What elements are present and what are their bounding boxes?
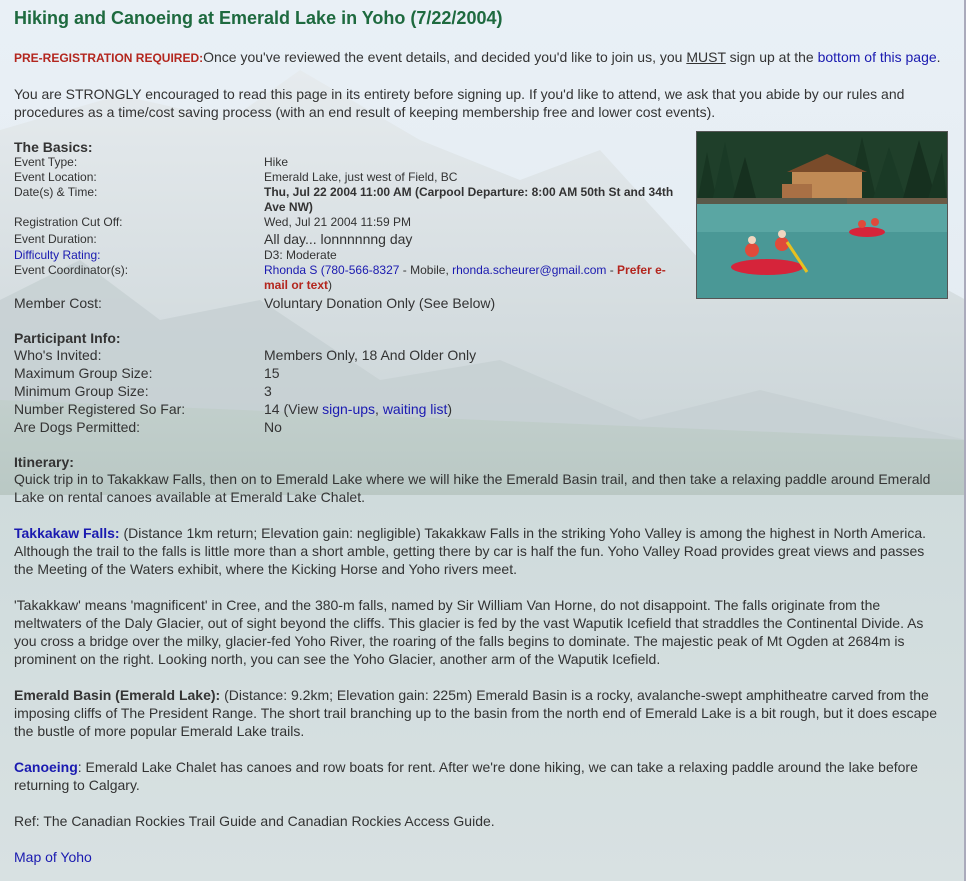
min-group-row (14, 382, 944, 400)
max-group-value: 15 (264, 365, 280, 381)
canoeing-text: : Emerald Lake Chalet has canoes and row boats for rent. After we're done hiking, we can take a relaxing paddle around the lake before returning to Calgary. (14, 759, 918, 793)
event-location-label: Event Location: (14, 170, 97, 184)
takakkaw-paragraph-2: 'Takakkaw' means 'magnificent' in Cree, and the 380-m falls, named by Sir William Van Horne, do not disappoint. The falls originate from the meltwaters of the Daly Glacier, out of sight beyond the cliffs. This glacier is fed by the vast Waputik Icefield that straddles the Continental Divide. As you cross a bridge over the milky, glacier-fed Yoho River, the roaring of the falls begins to dominate. The majestic peak of Mt Ogden at 2684m is prominent on the right. Looking north, you can see the Yoho Glacier, another arm of the Waputik Icefield. (14, 597, 924, 667)
datetime-label: Date(s) & Time: (14, 185, 98, 199)
event-location-value: Emerald Lake, just west of Field, BC (264, 170, 458, 184)
max-group-label: Maximum Group Size: (14, 365, 153, 381)
takakkaw-paragraph (14, 524, 944, 578)
takakkaw-title: Takkakaw Falls: (14, 525, 120, 541)
event-type-value: Hike (264, 155, 289, 169)
invited-value: Members Only, 18 And Older Only (264, 347, 477, 363)
basics-section (14, 139, 694, 312)
bottom-of-page-link[interactable]: bottom of this page (817, 49, 937, 65)
map-of-yoho-link[interactable]: Map of Yoho (14, 849, 92, 865)
difficulty-value: D3: Moderate (264, 248, 337, 262)
canoeing-title: Canoeing (14, 759, 78, 775)
event-type-row (14, 155, 694, 170)
itinerary-section (14, 454, 944, 866)
pre-registration-text-3: . (936, 49, 941, 65)
cost-label: Member Cost: (14, 295, 102, 311)
registered-comma: , (375, 401, 383, 417)
duration-value: All day... lonnnnnng day (264, 231, 413, 247)
emerald-basin-title: Emerald Basin (Emerald Lake): (14, 687, 221, 703)
duration-label: Event Duration: (14, 232, 97, 246)
participant-section (14, 330, 944, 436)
emerald-basin-paragraph (14, 686, 944, 740)
registered-prefix: 14 (View (264, 401, 323, 417)
reference-text: Ref: The Canadian Rockies Trail Guide and Canadian Rockies Access Guide. (14, 813, 495, 829)
datetime-row (14, 185, 694, 215)
pre-registration-label: PRE-REGISTRATION REQUIRED: (14, 51, 204, 65)
takakkaw-text: (Distance 1km return; Elevation gain: negligible) Takakkaw Falls in the striking Yoho Valley is among the highest in North America. Although the trail to the falls is little more than a short amble, getting there by car is half the fun. Yoho Valley Road provides great views and passes the Meeting of the Waters exhibit, where the Kicking Horse and Yoho rivers meet. (14, 525, 927, 577)
invited-row (14, 346, 944, 364)
cutoff-label: Registration Cut Off: (14, 215, 123, 229)
page-title: Hiking and Canoeing at Emerald Lake in Yoho (7/22/2004) (14, 8, 503, 28)
cutoff-value: Wed, Jul 21 2004 11:59 PM (264, 215, 411, 229)
coordinator-preference: Prefer e-mail or text (264, 263, 666, 292)
basics-heading: The Basics: (14, 139, 93, 155)
registered-value (264, 400, 684, 418)
dogs-value: No (264, 419, 282, 435)
duration-row (14, 230, 694, 248)
max-group-row (14, 364, 944, 382)
difficulty-rating-link[interactable]: Difficulty Rating: (14, 248, 101, 262)
emerald-basin-text: (Distance: 9.2km; Elevation gain: 225m) Emerald Basin is a rocky, avalanche-swept amphitheatre carved from the imposing cliffs of The President Range. The short trail branching up to the basin from the north end of Emerald Lake is a bit rough, but it does escape the bustle of more popular Emerald Lake trails. (14, 687, 937, 739)
cost-row (14, 294, 694, 312)
canoeing-paragraph (14, 758, 944, 794)
coordinator-dash: - (606, 263, 618, 277)
coordinator-name-link[interactable]: Rhonda S (780-566-8327 (264, 263, 400, 277)
registered-suffix: ) (447, 401, 453, 417)
min-group-value: 3 (264, 383, 272, 399)
itinerary-summary: Quick trip in to Takakkaw Falls, then on to Emerald Lake where we will hike the Emerald Basin trail, and then take a relaxing paddle around Emerald Lake on rental canoes available at Emerald Lake Chalet. (14, 471, 931, 505)
coordinator-close: ) (328, 278, 333, 292)
cost-value: Voluntary Donation Only (See Below) (264, 295, 496, 311)
coordinator-value (264, 263, 669, 293)
event-type-label: Event Type: (14, 155, 78, 169)
dogs-row (14, 418, 944, 436)
registered-label: Number Registered So Far: (14, 401, 186, 417)
pre-registration-text: Once you've reviewed the event details, and decided you'd like to join us, you (203, 49, 687, 65)
cutoff-row (14, 215, 694, 230)
invited-label: Who's Invited: (14, 347, 102, 363)
min-group-label: Minimum Group Size: (14, 383, 149, 399)
encourage-paragraph: You are STRONGLY encouraged to read this page in its entirety before signing up. If you'd like to attend, we ask that you abide by our rules and procedures as a time/cost saving process (with an end result of keeping membership free and lower cost events). (14, 86, 905, 120)
itinerary-heading: Itinerary: (14, 454, 74, 470)
pre-registration-text-2: sign up at the (725, 49, 818, 65)
coordinator-email-link[interactable]: rhonda.scheurer@gmail.com (452, 263, 607, 277)
event-location-row (14, 170, 694, 185)
pre-registration-notice (14, 48, 944, 67)
dogs-label: Are Dogs Permitted: (14, 419, 141, 435)
participant-heading: Participant Info: (14, 330, 121, 346)
waiting-list-link[interactable]: waiting list (382, 401, 448, 417)
coordinator-label: Event Coordinator(s): (14, 263, 129, 277)
must-emphasis: MUST (686, 49, 726, 65)
coordinator-row (14, 263, 694, 293)
sign-ups-link[interactable]: sign-ups (322, 401, 376, 417)
coordinator-mobile: - Mobile, (399, 263, 453, 277)
registered-row (14, 400, 944, 418)
difficulty-row (14, 248, 694, 263)
datetime-value: Thu, Jul 22 2004 11:00 AM (Carpool Departure: 8:00 AM 50th St and 34th Ave NW) (264, 185, 674, 214)
